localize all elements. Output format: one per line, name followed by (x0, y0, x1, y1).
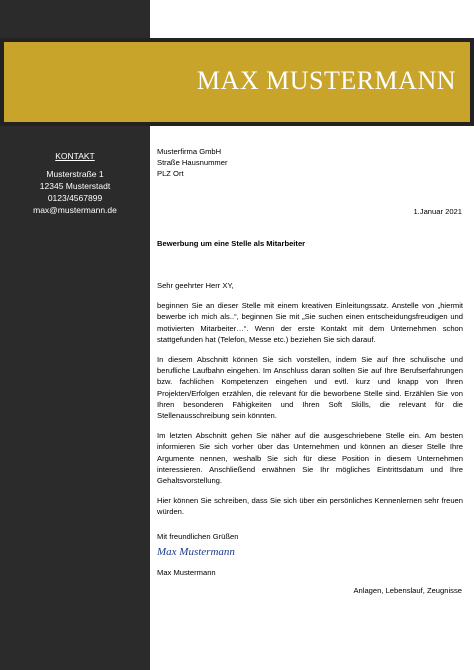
contact-phone: 0123/4567899 (47, 193, 103, 203)
name-banner (0, 38, 474, 126)
body-paragraph: Im letzten Abschnitt gehen Sie näher auf die ausgeschriebene Stelle ein. Am besten informieren Sie sich vorher über das Unternehmen und können an dieser Stelle Ihre Argumente nennen, weshalb Sie sich für diese Position in diesem Unternehmen interessieren. Anschließend erwähnen Sie Ihr mögliches Eintrittsdatum und Ihre Gehaltsvorstellung. (157, 431, 463, 486)
contact-email: max@mustermann.de (33, 205, 117, 215)
recipient-address (157, 146, 227, 179)
recipient-company: Musterfirma GmbH (157, 147, 222, 156)
contact-city: 12345 Musterstadt (39, 181, 111, 191)
contact-heading: KONTAKT (55, 151, 95, 161)
letter-body (157, 280, 463, 527)
body-paragraph: beginnen Sie an dieser Stelle mit einem kreativen Einleitungssatz. Anstelle von „hiermit bewerbe ich mich als..“, beginnen Sie mit „Sie suchen einen entscheidungsfreudigen und motivierten Mitarbeiter…“. Wenn der erste Kontakt mit dem Unternehmen schon stattgefunden hat (Telefon, Messe etc.) beziehen Sie sich darauf. (157, 301, 463, 344)
contact-block (0, 150, 150, 216)
attachments-list: Anlagen, Lebenslauf, Zeugnisse (353, 586, 462, 595)
salutation: Sehr geehrter Herr XY, (157, 281, 234, 290)
recipient-street: Straße Hausnummer (157, 158, 228, 167)
printed-name: Max Mustermann (157, 568, 216, 577)
banner-gold-panel (4, 42, 470, 122)
body-paragraph: Hier können Sie schreiben, dass Sie sich über ein persönliches Kennenlernen sehr freuen würden. (157, 496, 463, 517)
closing-phrase: Mit freundlichen Grüßen (157, 532, 239, 541)
letter-subject: Bewerbung um eine Stelle als Mitarbeiter (157, 239, 306, 248)
handwritten-signature: Max Mustermann (157, 546, 235, 558)
recipient-city: PLZ Ort (157, 169, 184, 178)
contact-street: Musterstraße 1 (46, 169, 104, 179)
applicant-name: MAX MUSTERMANN (196, 66, 456, 95)
letter-date: 1.Januar 2021 (413, 207, 462, 216)
body-paragraph: In diesem Abschnitt können Sie sich vorstellen, indem Sie auf Ihre schulische und berufliche Laufbahn eingehen. Im Anschluss daran sollten Sie auf Ihre Berufserfahrungen bzw. fachlichen Kompetenzen eingehen und evtl. kurz und knapp von Ihren Projekten/Erfolgen erzählen, die relevant für die beworbene Stelle sind. Erzählen Sie von Ihren besonderen Fähigkeiten und Ihren Soft Skills, die relevant für die Stellenausschreibung sein könnten. (157, 355, 463, 421)
